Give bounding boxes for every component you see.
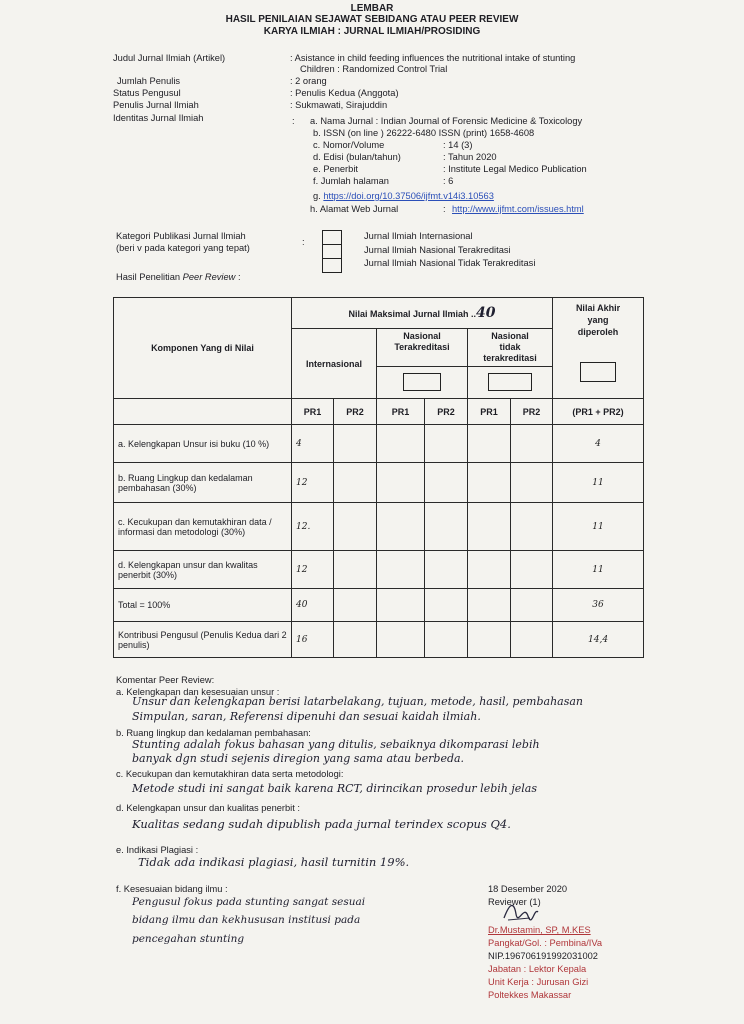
col-pr1-int: PR1 — [292, 399, 334, 425]
journal-pages-label: f. Jumlah halaman — [313, 176, 389, 186]
row-b-pr1: 12 — [292, 463, 334, 503]
checkbox-internasional[interactable] — [322, 230, 342, 245]
journal-web-label: h. Alamat Web Jurnal — [310, 204, 399, 214]
status-value: : Penulis Kedua (Anggota) — [290, 88, 399, 98]
signature-reviewer: Reviewer (1) — [488, 897, 541, 907]
row-d-label: d. Kelengkapan unsur dan kwalitas penerbit (30%) — [114, 551, 292, 589]
header-nasional-ter: Nasional Terakreditasi — [377, 329, 468, 367]
kategori-opt-nasional-terakreditasi: Jurnal Ilmiah Nasional Terakreditasi — [364, 245, 511, 255]
kategori-opt-internasional: Jurnal Ilmiah Internasional — [364, 231, 473, 241]
row-total-final: 36 — [553, 589, 644, 622]
row-b-final: 11 — [553, 463, 644, 503]
header-nasional-tidak — [468, 329, 553, 367]
signature-nip: NIP.196706191992031002 — [488, 951, 598, 961]
komentar-c-hw1: Metode studi ini sangat baik karena RCT, dirincikan prosedur lebih jelas — [132, 782, 537, 795]
komentar-c-label: c. Kecukupan dan kemutakhiran data serta metodologi: — [116, 769, 344, 779]
header-subtitle: KARYA ILMIAH : JURNAL ILMIAH/PROSIDING — [263, 26, 481, 37]
row-c-label: c. Kecukupan dan kemutakhiran data / informasi dan metodologi (30%) — [114, 503, 292, 551]
judul-label: Judul Jurnal Ilmiah (Artikel) — [113, 53, 226, 63]
signature-jabatan: Jabatan : Lektor Kepala — [488, 964, 587, 974]
kategori-opt-nasional-tidak: Jurnal Ilmiah Nasional Tidak Terakreditasi — [364, 258, 536, 268]
komentar-d-hw1: Kualitas sedang sudah dipublish pada jurnal terindex scopus Q4. — [132, 817, 511, 831]
kategori-label: Kategori Publikasi Jurnal Ilmiah — [116, 231, 246, 241]
komentar-f-hw1: Pengusul fokus pada stunting sangat sesuai — [132, 896, 366, 908]
signature-poltek: Poltekkes Makassar — [488, 990, 572, 1000]
row-d-final: 11 — [553, 551, 644, 589]
journal-pages-value: : 6 — [443, 176, 454, 186]
header-nilai-maks-hw: 40 — [476, 305, 496, 321]
signature-pangkat: Pangkat/Gol. : Pembina/IVa — [488, 938, 603, 948]
nasional-ter-box[interactable] — [403, 373, 441, 391]
journal-issn: b. ISSN (on line ) 26222-6480 ISSN (print) 1658-4608 — [313, 128, 535, 138]
journal-publisher-value: : Institute Legal Medico Publication — [443, 164, 587, 174]
jumlah-value: : 2 orang — [290, 76, 327, 86]
komentar-d-label: d. Kelengkapan unsur dan kualitas penerbit : — [116, 803, 300, 813]
komentar-f-hw3: pencegahan stunting — [132, 933, 245, 945]
nilai-akhir-line3: diperoleh — [577, 327, 619, 337]
nilai-akhir-line2: yang — [587, 315, 609, 325]
journal-doi-link[interactable]: https://doi.org/10.37506/ijfmt.v14i3.10563 — [323, 191, 494, 201]
row-kontribusi-pr1: 16 — [292, 622, 334, 658]
kategori-colon: : — [302, 237, 305, 247]
col-pr-sum: (PR1 + PR2) — [553, 399, 644, 425]
nasional-tidak-line2: tidak — [499, 342, 521, 352]
komentar-title: Komentar Peer Review: — [116, 675, 215, 685]
header-blank — [114, 399, 292, 425]
kategori-hint: (beri v pada kategori yang tepat) — [116, 243, 250, 253]
header-komponen: Komponen Yang di Nilai — [114, 298, 292, 399]
identitas-colon: : — [292, 116, 295, 126]
col-pr2-tidak: PR2 — [511, 399, 553, 425]
nilai-akhir-line1: Nilai Akhir — [575, 303, 621, 313]
komentar-b-hw2: banyak dgn studi sejenis diregion yang sama atau berbeda. — [132, 752, 465, 765]
journal-name: a. Nama Jurnal : Indian Journal of Forensic Medicine & Toxicology — [310, 116, 583, 126]
row-a-label: a. Kelengkapan Unsur isi buku (10 %) — [114, 425, 292, 463]
komentar-f-hw2: bidang ilmu dan kekhususan institusi pada — [132, 914, 361, 926]
journal-edition-label: d. Edisi (bulan/tahun) — [313, 152, 401, 162]
col-pr1-tidak: PR1 — [468, 399, 511, 425]
row-c-pr1: 12. — [292, 503, 334, 551]
row-total-pr1: 40 — [292, 589, 334, 622]
komentar-f-label: f. Kesesuaian bidang ilmu : — [116, 884, 228, 894]
row-b-label: b. Ruang Lingkup dan kedalaman pembahasan (30%) — [114, 463, 292, 503]
header-internasional: Internasional — [292, 329, 377, 399]
nasional-tidak-box[interactable] — [488, 373, 532, 391]
hasil-label-text: Hasil Penelitian — [116, 272, 183, 282]
nasional-tidak-line3: terakreditasi — [483, 353, 537, 363]
row-kontribusi-final: 14,4 — [553, 622, 644, 658]
col-pr2-int: PR2 — [334, 399, 377, 425]
header-lembar: LEMBAR — [350, 3, 394, 14]
journal-web-colon: : — [443, 204, 446, 214]
komentar-b-label: b. Ruang lingkup dan kedalaman pembahasan: — [116, 728, 311, 738]
komentar-e-hw1: Tidak ada indikasi plagiasi, hasil turnitin 19%. — [138, 855, 410, 869]
judul-value-2: Children : Randomized Control Trial — [300, 64, 448, 74]
row-total-label: Total = 100% — [114, 589, 292, 622]
signature-name: Dr.Mustamin, SP, M.KES — [488, 925, 591, 935]
checkbox-nasional-tidak[interactable] — [322, 258, 342, 273]
nilai-akhir-box[interactable] — [580, 362, 616, 382]
col-pr2-nas: PR2 — [425, 399, 468, 425]
komentar-e-label: e. Indikasi Plagiasi : — [116, 845, 199, 855]
journal-volume-label: c. Nomor/Volume — [313, 140, 385, 150]
judul-value-1: : Asistance in child feeding influences the nutritional intake of stunting — [290, 53, 576, 63]
signature-date: 18 Desember 2020 — [488, 884, 568, 894]
journal-publisher-label: e. Penerbit — [313, 164, 358, 174]
penulis-label: Penulis Jurnal Ilmiah — [113, 100, 199, 110]
hasil-label-end: : — [235, 272, 241, 282]
score-table — [113, 297, 644, 658]
signature-scribble — [500, 898, 540, 926]
journal-web-link[interactable]: http://www.ijfmt.com/issues.html — [452, 204, 584, 214]
row-a-final: 4 — [553, 425, 644, 463]
komentar-a-hw2: Simpulan, saran, Referensi dipenuhi dan sesuai kaidah ilmiah. — [132, 710, 481, 723]
signature-unit: Unit Kerja : Jurusan Gizi — [488, 977, 589, 987]
row-kontribusi-label: Kontribusi Pengusul (Penulis Kedua dari 2 penulis) — [114, 622, 292, 658]
col-pr1-nas: PR1 — [377, 399, 425, 425]
hasil-label-italic: Peer Review — [182, 272, 236, 282]
identitas-label: Identitas Jurnal Ilmiah — [113, 113, 204, 123]
penulis-value: : Sukmawati, Sirajuddin — [290, 100, 388, 110]
journal-doi-prefix: g. — [313, 191, 324, 201]
header-nilai-maks — [292, 298, 553, 329]
journal-volume-value: : 14 (3) — [443, 140, 473, 150]
header-nilai-akhir — [553, 298, 644, 399]
nasional-tidak-line1: Nasional — [491, 331, 529, 341]
row-c-final: 11 — [553, 503, 644, 551]
status-label: Status Pengusul — [113, 88, 181, 98]
hasil-label — [116, 272, 241, 284]
komentar-a-label: a. Kelengkapan dan kesesuaian unsur : — [116, 687, 280, 697]
row-d-pr1: 12 — [292, 551, 334, 589]
journal-edition-value: : Tahun 2020 — [443, 152, 497, 162]
header-title: HASIL PENILAIAN SEJAWAT SEBIDANG ATAU PEER REVIEW — [225, 14, 519, 25]
komentar-a-hw1: Unsur dan kelengkapan berisi latarbelakang, tujuan, metode, hasil, pembahasan — [132, 695, 584, 708]
jumlah-label: Jumlah Penulis — [117, 76, 181, 86]
checkbox-nasional-terakreditasi[interactable] — [322, 244, 342, 259]
header-nilai-maks-text: Nilai Maksimal Jurnal Ilmiah .. — [348, 309, 477, 319]
komentar-b-hw1: Stunting adalah fokus bahasan yang ditulis, sebaiknya dikomparasi lebih — [132, 738, 540, 751]
row-a-pr1: 4 — [292, 425, 334, 463]
